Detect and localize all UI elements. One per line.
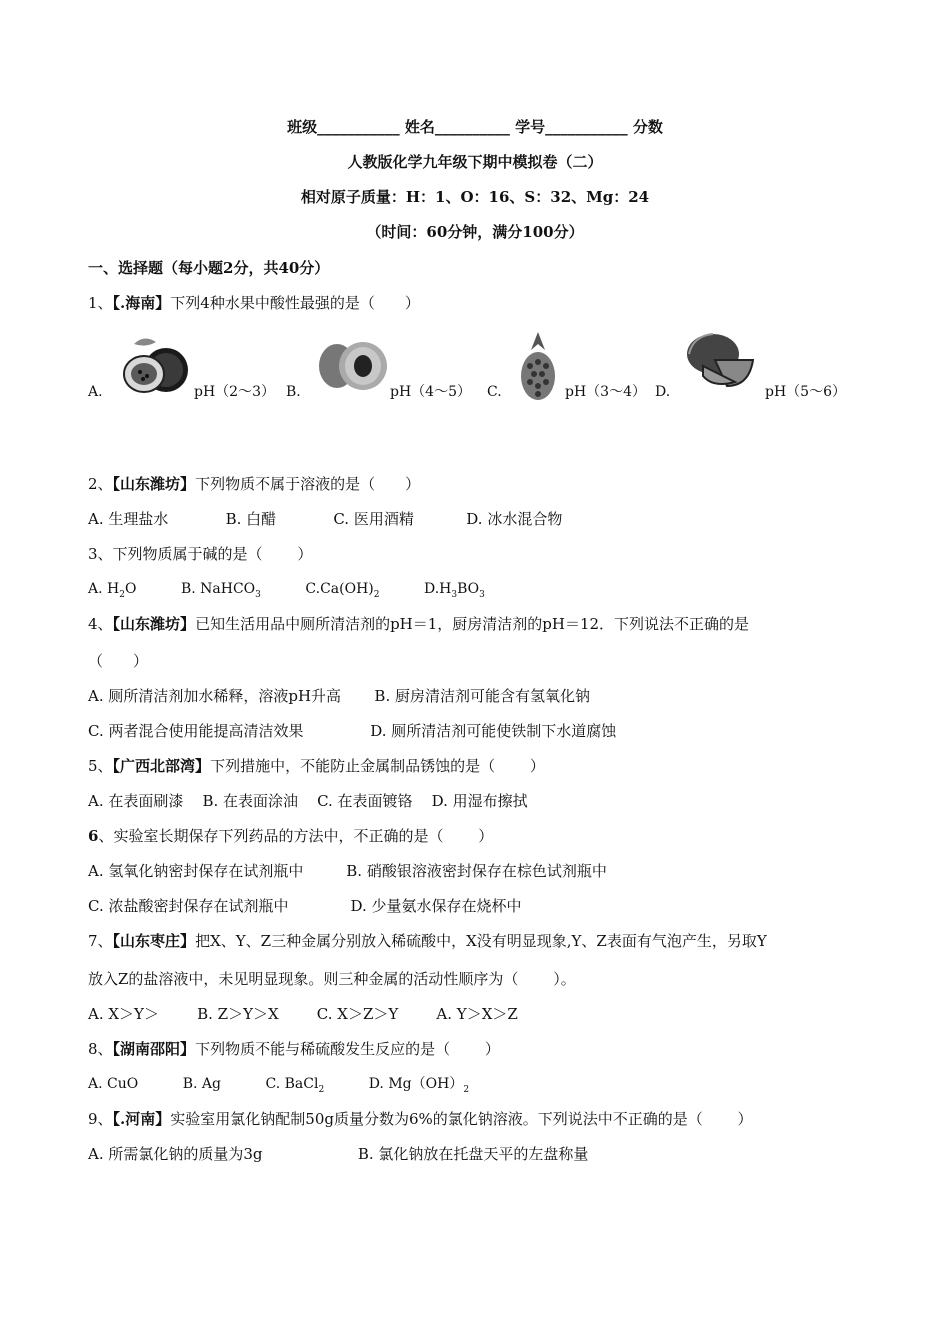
- question-number: 5、: [88, 757, 113, 775]
- question-9-options-ab: A. 所需氯化钠的质量为3g B. 氯化钠放在托盘天平的左盘称量: [88, 1145, 589, 1163]
- subscript: 3: [255, 589, 261, 600]
- question-source: 【.河南】: [112, 1110, 171, 1128]
- option-ph: pH（4～5）: [390, 384, 471, 400]
- question-9: [88, 1109, 753, 1129]
- question-6-options-cd: C. 浓盐酸密封保存在试剂瓶中 D. 少量氨水保存在烧杯中: [88, 897, 522, 915]
- question-source: 【广西北部湾】: [112, 757, 211, 775]
- student-info-line: 班级___________ 姓名__________ 学号___________ 分数: [287, 118, 663, 136]
- question-2: [88, 474, 420, 494]
- question-4-paren: （ ）: [88, 652, 149, 670]
- question-3-options: [88, 579, 485, 605]
- pineapple-icon: [515, 330, 561, 402]
- option-a: A. H: [88, 581, 120, 597]
- question-8: [88, 1039, 500, 1059]
- question-stem: 下列物质不能与稀硫酸发生反应的是（ ）: [195, 1040, 500, 1058]
- question-4: [88, 614, 749, 634]
- question-number: 7、: [88, 932, 113, 950]
- subscript: 3: [451, 589, 458, 600]
- subscript: 2: [318, 1084, 325, 1095]
- question-5: [88, 756, 545, 776]
- atomic-masses: 相对原子质量：H：1、O：16、S：32、Mg：24: [300, 188, 650, 206]
- question-stem: 下列物质不属于溶液的是（ ）: [195, 475, 421, 493]
- question-number: 2、: [88, 475, 113, 493]
- question-number: 1、: [88, 294, 113, 312]
- option-b: B. NaHCO: [180, 581, 256, 597]
- question-7: [88, 931, 767, 951]
- question-4-options-ab: A. 厕所清洁剂加水稀释，溶液pH升高 B. 厨房清洁剂可能含有氢氧化钠: [88, 687, 590, 705]
- option-c: C. BaCl: [265, 1076, 319, 1092]
- question-number: 8、: [88, 1040, 113, 1058]
- question-4-options-cd: C. 两者混合使用能提高清洁效果 D. 厕所清洁剂可能使铁制下水道腐蚀: [88, 722, 617, 740]
- option-d-mid: BO: [457, 581, 480, 597]
- question-5-options: A. 在表面刷漆 B. 在表面涂油 C. 在表面镀铬 D. 用湿布擦拭: [88, 792, 528, 810]
- question-3: 3、下列物质属于碱的是（ ）: [88, 545, 313, 563]
- option-letter: D.: [655, 384, 671, 400]
- option-ph: pH（2～3）: [194, 384, 275, 400]
- option-ph: pH（5～6）: [765, 384, 846, 400]
- question-number: 4、: [88, 615, 113, 633]
- question-stem: 下列措施中，不能防止金属制品锈蚀的是（ ）: [210, 757, 545, 775]
- question-7-stem-2: 放入Z的盐溶液中，未见明显现象。则三种金属的活动性顺序为（ ）。: [88, 970, 576, 988]
- papaya-icon: [315, 336, 391, 392]
- option-d: D.H: [424, 581, 452, 597]
- question-stem: 已知生活用品中厕所清洁剂的pH＝1，厨房清洁剂的pH＝12．下列说法不正确的是: [195, 615, 750, 633]
- subscript: 2: [119, 589, 125, 600]
- question-8-options: [88, 1074, 469, 1100]
- passion-fruit-icon: [114, 330, 190, 396]
- page-title: 人教版化学九年级下期中模拟卷（二）: [347, 153, 603, 171]
- subscript: 2: [463, 1084, 470, 1095]
- question-number: 6: [88, 827, 99, 845]
- question-source: 【山东潍坊】: [112, 475, 196, 493]
- exam-time: （时间：60分钟，满分100分）: [366, 223, 584, 241]
- question-2-options: A. 生理盐水 B. 白醋 C. 医用酒精 D. 冰水混合物: [88, 510, 563, 528]
- option-letter: A.: [88, 384, 103, 400]
- question-number: 9、: [88, 1110, 113, 1128]
- question-6: [88, 826, 493, 846]
- option-d: D. Mg（OH）: [368, 1076, 464, 1092]
- subscript: 2: [373, 589, 380, 600]
- watermelon-icon: [683, 330, 755, 390]
- question-source: 【山东潍坊】: [112, 615, 196, 633]
- question-stem: 把X、Y、Z三种金属分别放入稀硫酸中，X没有明显现象,Y、Z表面有气泡产生，另取Y: [195, 932, 767, 950]
- option-ph: pH（3～4）: [565, 384, 646, 400]
- question-source: 【山东枣庄】: [112, 932, 196, 950]
- option-c: C.Ca(OH): [305, 581, 374, 597]
- question-1: [88, 293, 420, 313]
- option-letter: C.: [487, 384, 502, 400]
- subscript: 3: [479, 589, 485, 600]
- question-stem: 下列4种水果中酸性最强的是（ ）: [170, 294, 420, 312]
- section-heading: 一、选择题（每小题2分，共40分）: [88, 259, 330, 277]
- question-6-options-ab: A. 氢氧化钠密封保存在试剂瓶中 B. 硝酸银溶液密封保存在棕色试剂瓶中: [88, 862, 607, 880]
- question-7-options: A. X＞Y＞ B. Z＞Y＞X C. X＞Z＞Y A. Y＞X＞Z: [88, 1005, 518, 1023]
- question-source: 【.海南】: [112, 294, 171, 312]
- question-stem: 、实验室长期保存下列药品的方法中，不正确的是（ ）: [98, 827, 494, 845]
- question-source: 【湖南邵阳】: [112, 1040, 196, 1058]
- option-letter: B.: [286, 384, 301, 400]
- question-stem: 实验室用氯化钠配制50g质量分数为6%的氯化钠溶液。下列说法中不正确的是（ ）: [170, 1110, 753, 1128]
- option-b: B. Ag: [182, 1076, 221, 1092]
- option-a-tail: O: [124, 581, 137, 597]
- option-a: A. CuO: [88, 1076, 139, 1092]
